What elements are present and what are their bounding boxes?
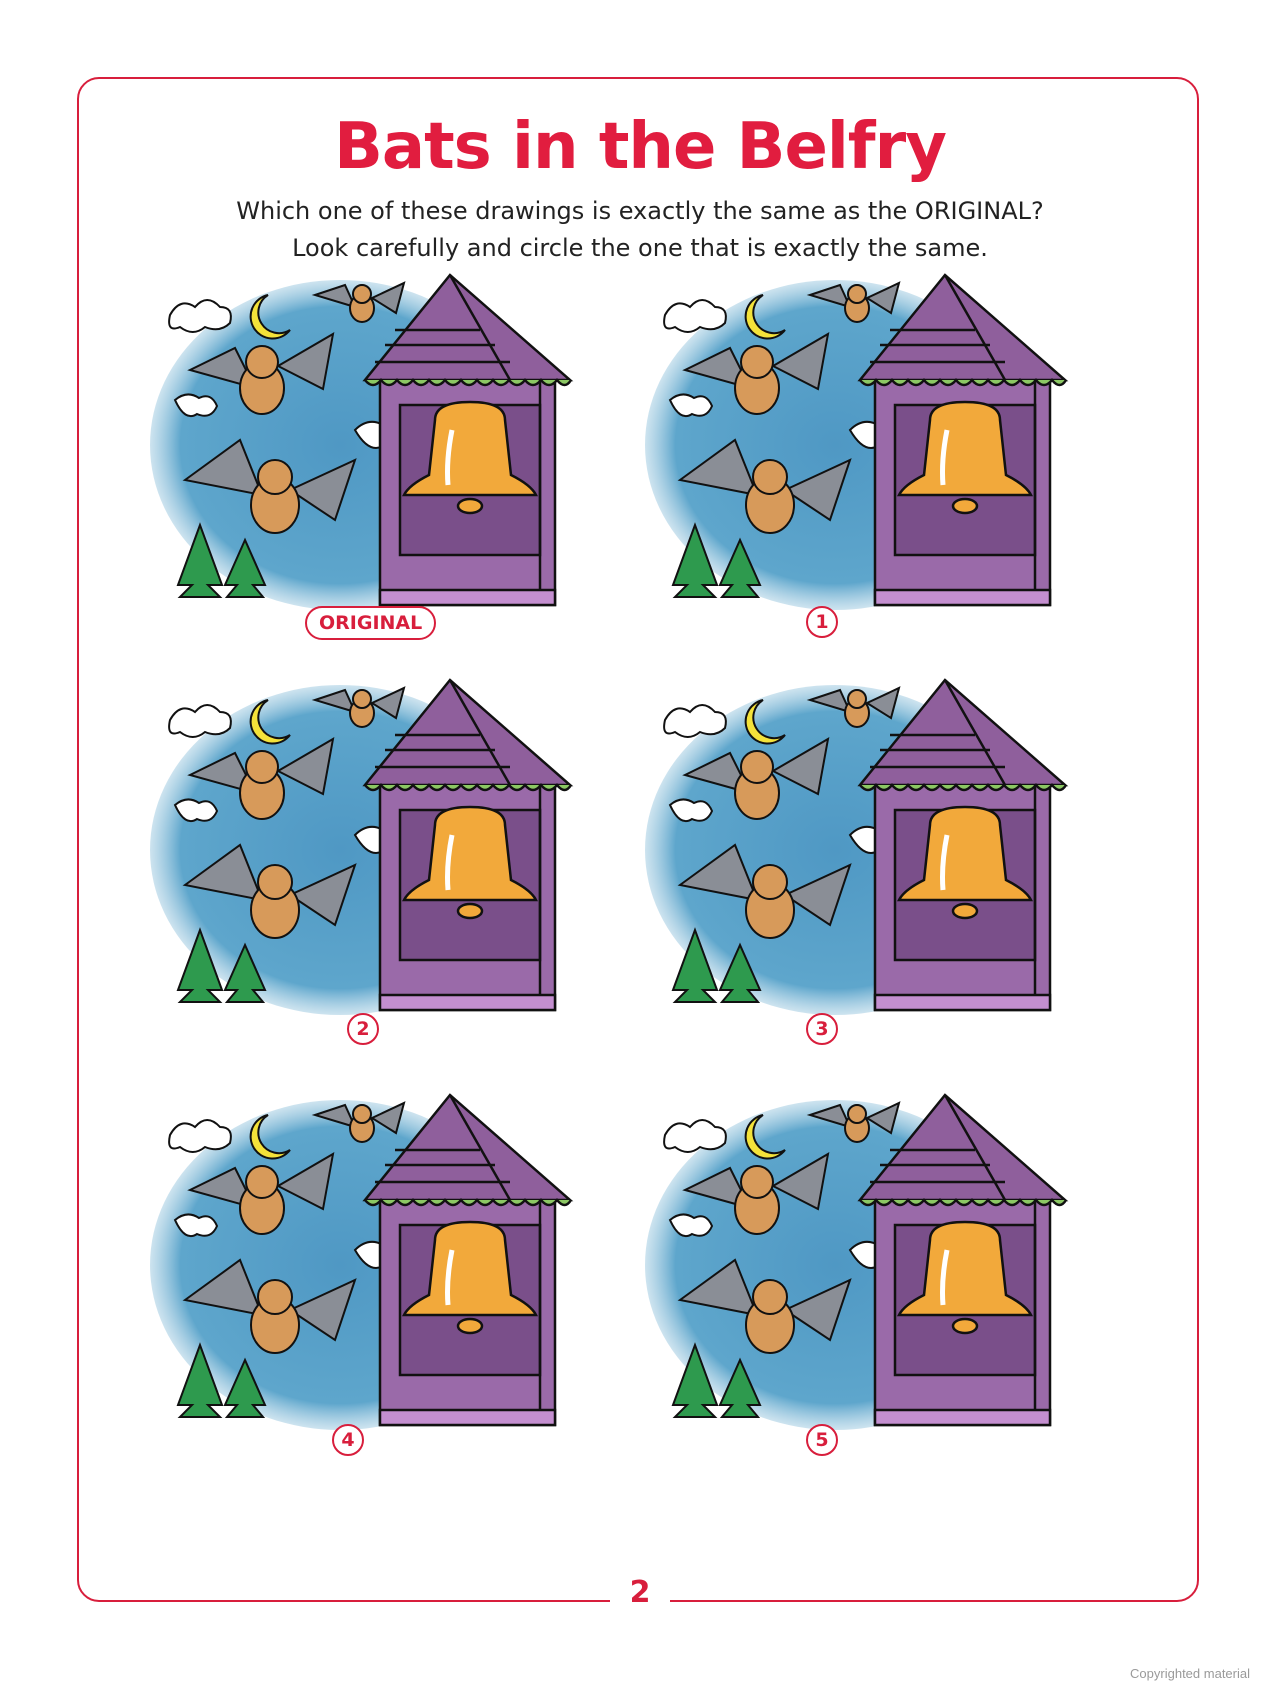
- option-drawing-2[interactable]: [150, 675, 590, 1035]
- option-drawing-1[interactable]: [645, 270, 1085, 630]
- page-number: 2: [610, 1575, 670, 1610]
- copyright-notice: Copyrighted material: [1130, 1666, 1250, 1681]
- instructions-line-2: Look carefully and circle the one that is exactly the same.: [292, 234, 988, 262]
- page-title: Bats in the Belfry: [334, 110, 946, 184]
- option-label-3: 3: [806, 1013, 838, 1045]
- option-drawing-5[interactable]: [645, 1090, 1085, 1450]
- original-label: ORIGINAL: [305, 606, 436, 640]
- option-label-2: 2: [347, 1013, 379, 1045]
- option-label-5: 5: [806, 1424, 838, 1456]
- option-drawing-3[interactable]: [645, 675, 1085, 1035]
- instructions-line-1: Which one of these drawings is exactly the same as the ORIGINAL?: [236, 197, 1044, 225]
- original-drawing[interactable]: [150, 270, 590, 630]
- option-label-4: 4: [332, 1424, 364, 1456]
- option-drawing-4[interactable]: [150, 1090, 590, 1450]
- option-label-1: 1: [806, 606, 838, 638]
